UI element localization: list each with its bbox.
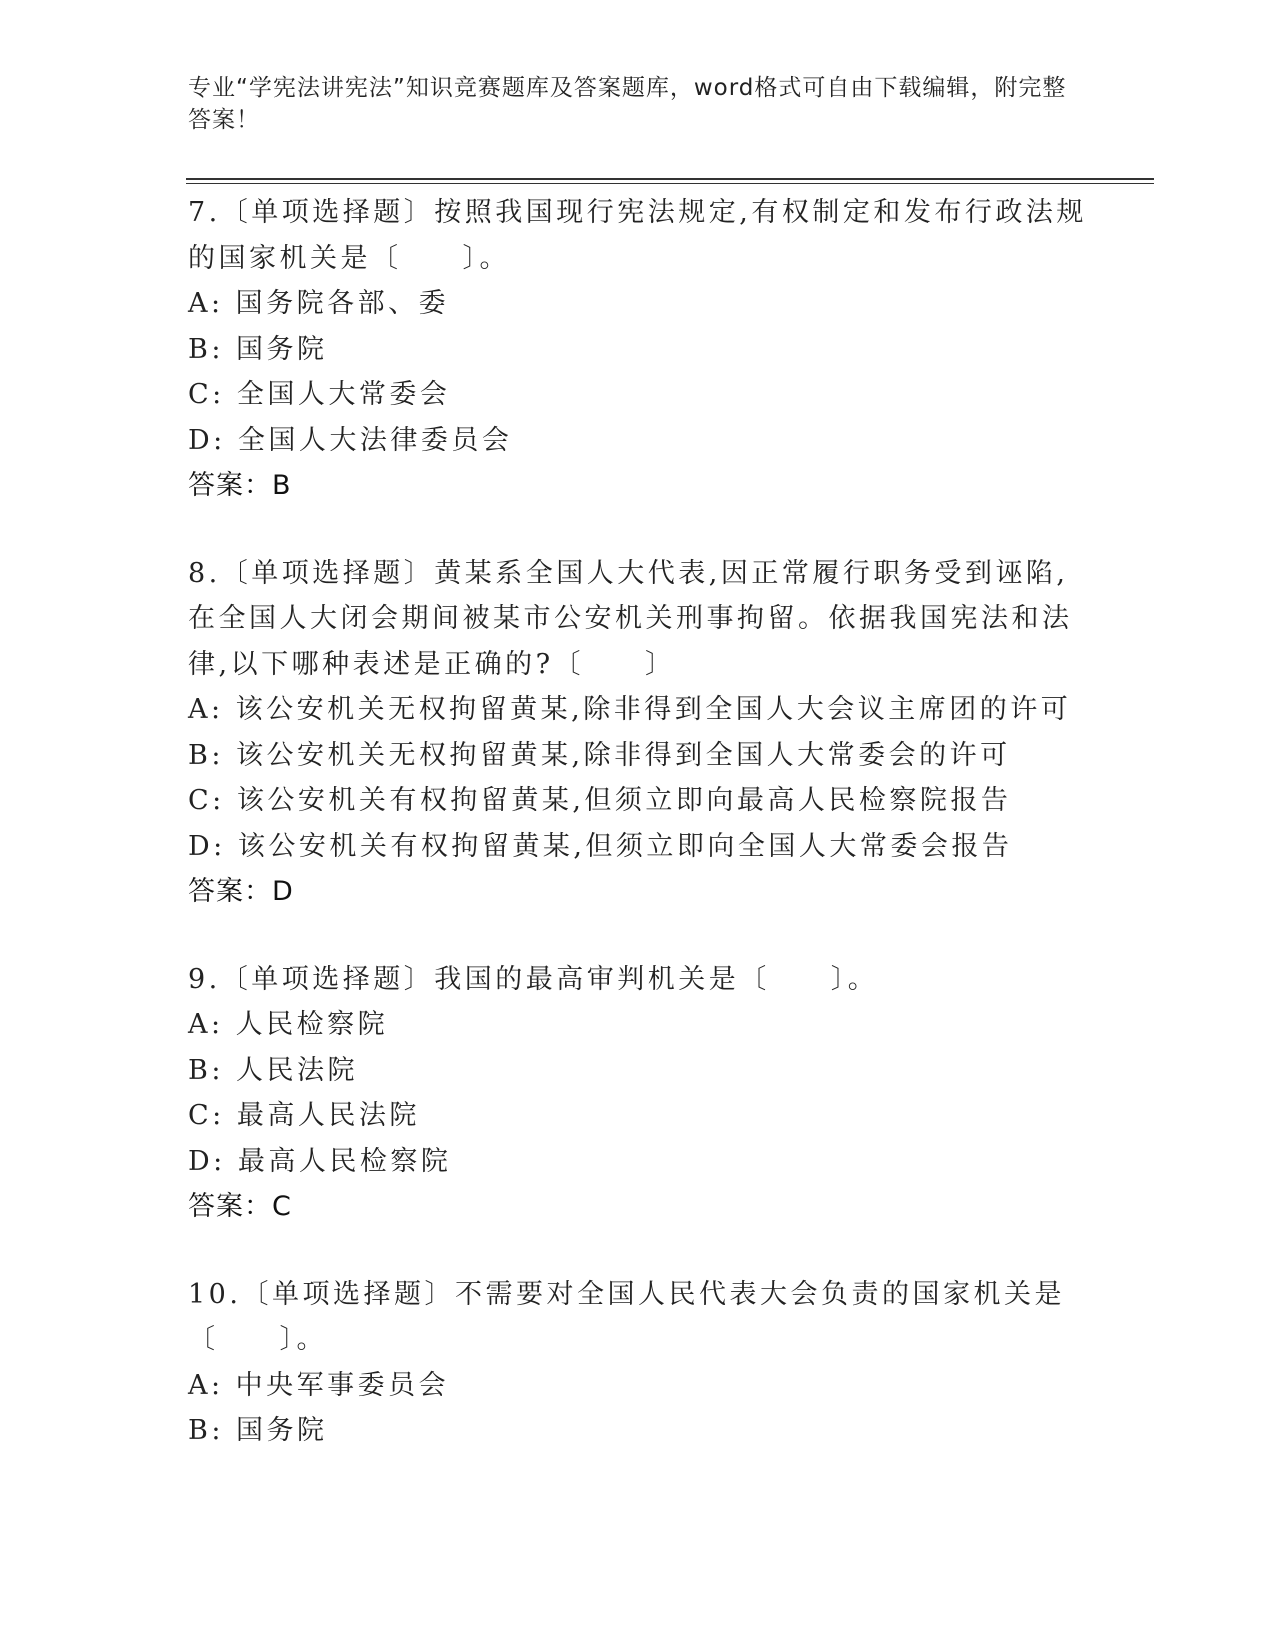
option-d: D: 该公安机关有权拘留黄某,但须立即向全国人大常委会报告	[188, 830, 1013, 862]
option-b: B: 人民法院	[188, 1054, 359, 1086]
document-header: 专业“学宪法讲宪法”知识竞赛题库及答案题库，word格式可自由下载编辑，附完整答案！	[188, 75, 1067, 133]
option-a: A: 该公安机关无权拘留黄某,除非得到全国人大会议主席团的许可	[188, 694, 1072, 725]
option-c: C: 该公安机关有权拘留黄某,但须立即向最高人民检察院报告	[188, 785, 1012, 816]
question-7	[188, 190, 1088, 509]
answer-line: 答案：B	[188, 470, 292, 501]
option-b: B: 该公安机关无权拘留黄某,除非得到全国人大常委会的许可	[188, 739, 1011, 771]
option-c: C: 全国人大常委会	[188, 379, 451, 410]
option-b: B: 国务院	[188, 1415, 328, 1446]
question-stem: 9.〔单项选择题〕我国的最高审判机关是〔 〕。	[188, 963, 879, 995]
option-b: B: 国务院	[188, 333, 328, 365]
option-d: D: 最高人民检察院	[188, 1145, 452, 1177]
answer-line: 答案：D	[188, 876, 294, 907]
option-a: A: 国务院各部、委	[188, 288, 450, 319]
question-8	[188, 551, 1088, 915]
question-9	[188, 957, 1088, 1230]
question-list	[188, 190, 1088, 1496]
option-c: C: 最高人民法院	[188, 1100, 420, 1131]
question-10	[188, 1272, 1088, 1454]
answer-line: 答案：C	[188, 1191, 292, 1222]
header-divider-thin	[186, 183, 1154, 184]
question-stem: 10.〔单项选择题〕不需要对全国人民代表大会负责的国家机关是〔 〕。	[188, 1278, 1065, 1355]
question-stem: 8.〔单项选择题〕黄某系全国人大代表,因正常履行职务受到诬陷,在全国人大闭会期间被某市公安机关刑事拘留。依据我国宪法和法律,以下哪种表述是正确的?〔 〕	[188, 557, 1073, 680]
option-a: A: 人民检察院	[188, 1009, 389, 1040]
option-d: D: 全国人大法律委员会	[188, 424, 513, 456]
question-stem: 7.〔单项选择题〕按照我国现行宪法规定,有权制定和发布行政法规的国家机关是〔 〕。	[188, 197, 1087, 274]
option-a: A: 中央军事委员会	[188, 1369, 450, 1401]
header-divider-thick	[186, 178, 1154, 180]
